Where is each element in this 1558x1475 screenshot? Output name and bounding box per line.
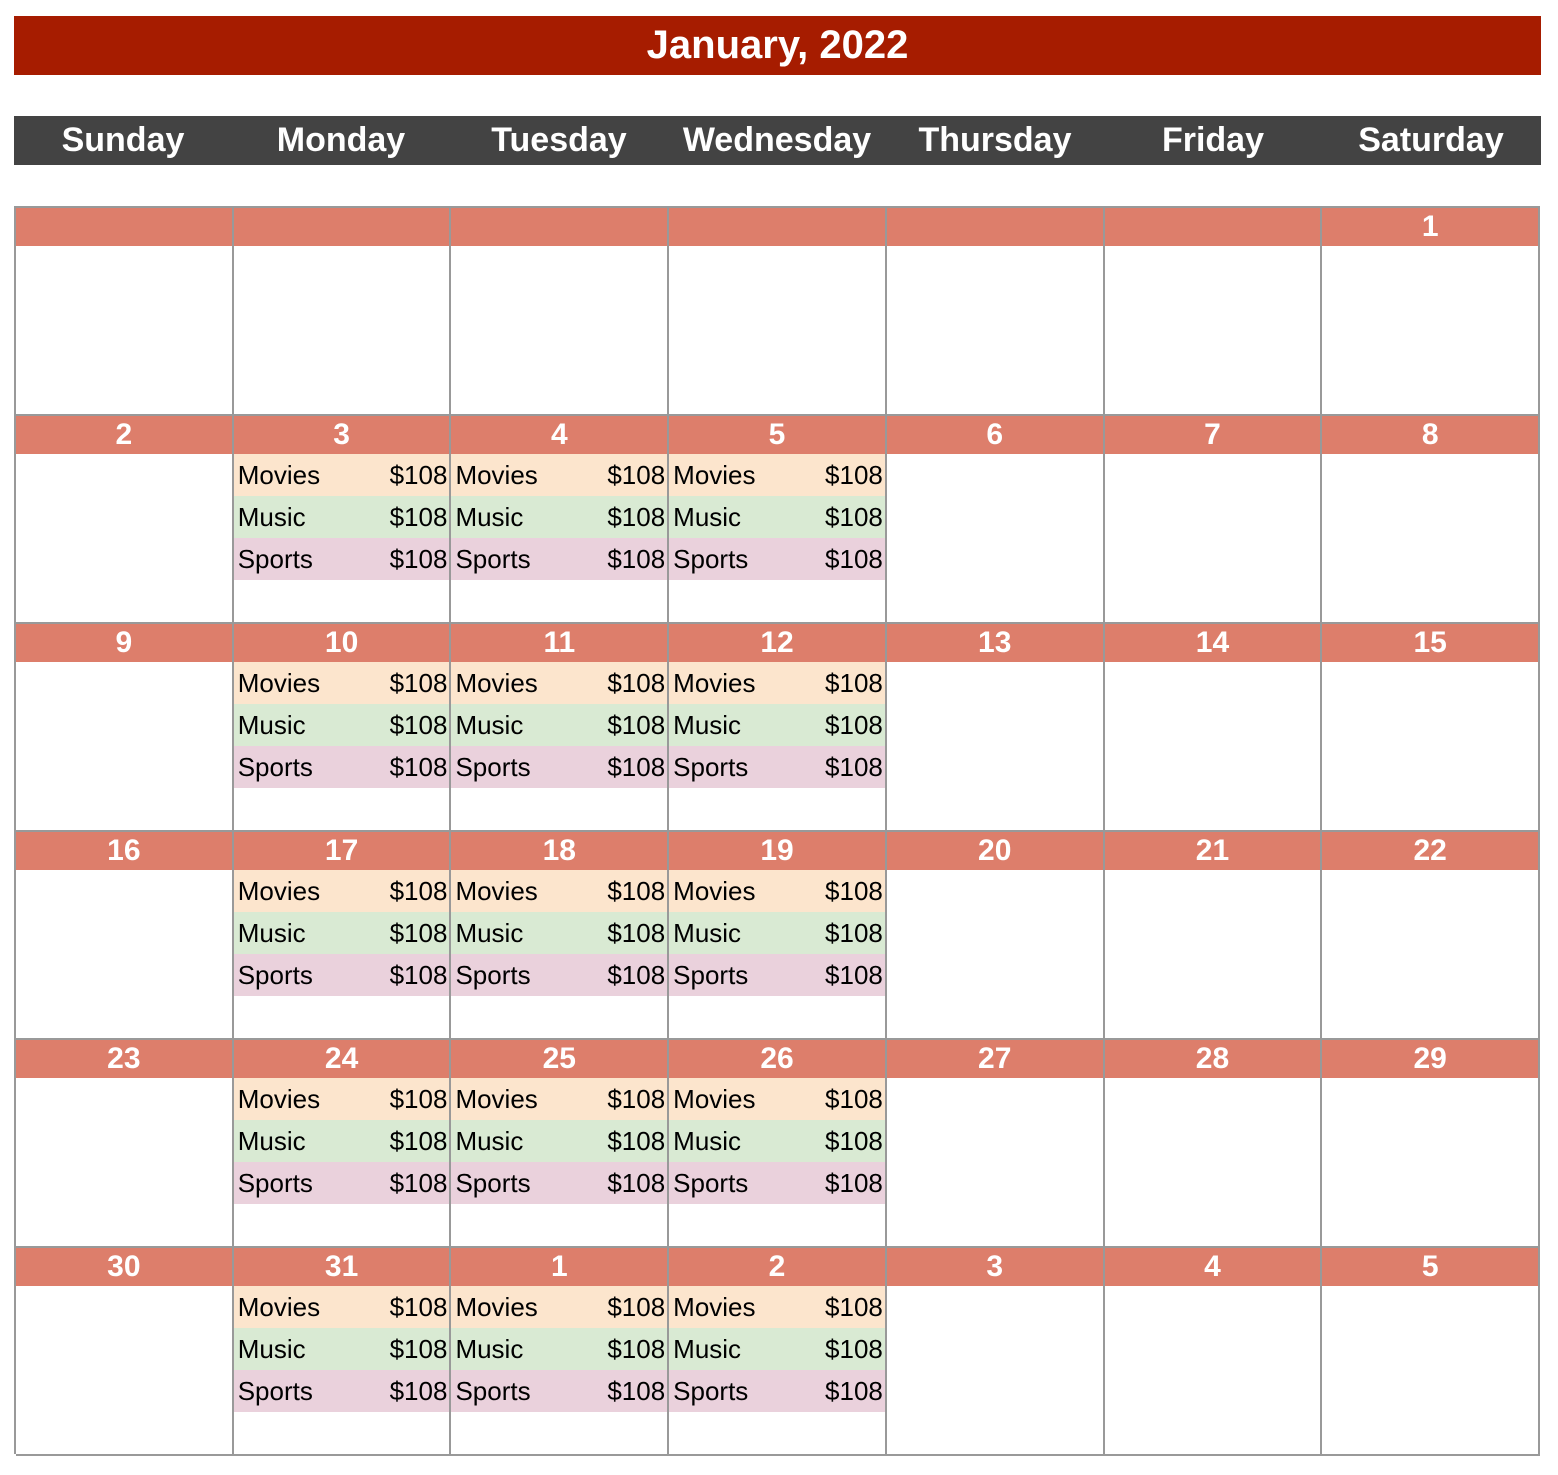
- week-row: [16, 1040, 1540, 1248]
- day-cell[interactable]: [669, 208, 887, 416]
- day-number: 29: [1322, 1040, 1538, 1078]
- day-number: 1: [1322, 208, 1538, 246]
- day-cell[interactable]: [669, 416, 887, 624]
- day-number: 26: [669, 1040, 885, 1078]
- entry-movies: [451, 662, 667, 704]
- entry-sports: [669, 746, 885, 788]
- entry-music: [669, 496, 885, 538]
- entry-movies: [234, 870, 450, 912]
- entry-label: Sports: [673, 1167, 749, 1198]
- entry-label: Movies: [455, 459, 538, 490]
- entry-list: [669, 1078, 885, 1204]
- entry-sports: [451, 954, 667, 996]
- entry-music: [669, 1120, 885, 1162]
- day-cell[interactable]: [16, 208, 234, 416]
- day-cell[interactable]: [1105, 1040, 1323, 1248]
- entry-label: Music: [455, 917, 524, 948]
- entry-amount: $108: [825, 1167, 883, 1198]
- entry-movies: [451, 1078, 667, 1120]
- day-number: 13: [887, 624, 1103, 662]
- day-number: 4: [451, 416, 667, 454]
- entry-music: [234, 704, 450, 746]
- entry-list: [451, 662, 667, 788]
- day-number: 25: [451, 1040, 667, 1078]
- entry-label: Movies: [455, 1291, 538, 1322]
- day-number: 31: [234, 1248, 450, 1286]
- day-cell[interactable]: [16, 1040, 234, 1248]
- entry-music: [234, 912, 450, 954]
- day-number: [234, 208, 450, 246]
- entry-amount: $108: [607, 667, 666, 698]
- day-number: [887, 208, 1103, 246]
- day-number: [669, 208, 885, 246]
- entry-sports: [234, 954, 450, 996]
- entry-list: [669, 454, 885, 580]
- day-number: 2: [669, 1248, 885, 1286]
- entry-movies: [669, 870, 885, 912]
- entry-label: Movies: [455, 875, 538, 906]
- entry-list: [669, 1286, 885, 1412]
- entry-list: [234, 870, 450, 996]
- entry-movies: [451, 870, 667, 912]
- entry-label: Movies: [673, 667, 756, 698]
- entry-amount: $108: [825, 501, 883, 532]
- entry-amount: $108: [607, 1125, 666, 1156]
- entry-label: Music: [673, 709, 742, 740]
- entry-amount: $108: [389, 1125, 448, 1156]
- day-cell[interactable]: [451, 832, 669, 1040]
- entry-list: [669, 662, 885, 788]
- entry-sports: [234, 538, 450, 580]
- day-number: [451, 208, 667, 246]
- entry-amount: $108: [389, 1291, 448, 1322]
- entry-sports: [669, 1162, 885, 1204]
- entry-amount: $108: [825, 543, 883, 574]
- calendar-title: January, 2022: [14, 16, 1541, 75]
- entry-amount: $108: [607, 1083, 666, 1114]
- entry-label: Sports: [237, 1167, 313, 1198]
- day-number: 6: [887, 416, 1103, 454]
- entry-amount: $108: [607, 751, 666, 782]
- day-number: 18: [451, 832, 667, 870]
- day-cell[interactable]: [669, 832, 887, 1040]
- day-cell[interactable]: [887, 208, 1105, 416]
- entry-label: Music: [455, 709, 524, 740]
- entry-amount: $108: [607, 959, 666, 990]
- entry-label: Sports: [237, 751, 313, 782]
- entry-label: Sports: [673, 1375, 749, 1406]
- entry-amount: $108: [607, 501, 666, 532]
- entry-label: Music: [455, 1333, 524, 1364]
- day-cell[interactable]: [669, 624, 887, 832]
- entry-label: Music: [455, 501, 524, 532]
- entry-amount: $108: [389, 1083, 448, 1114]
- day-cell[interactable]: [234, 416, 452, 624]
- entry-sports: [451, 538, 667, 580]
- day-number: 1: [451, 1248, 667, 1286]
- day-cell[interactable]: [451, 1248, 669, 1456]
- entry-music: [234, 1328, 450, 1370]
- week-row: [16, 1248, 1540, 1456]
- entry-label: Movies: [673, 875, 756, 906]
- day-cell[interactable]: [669, 1040, 887, 1248]
- entry-label: Music: [237, 501, 306, 532]
- day-number: 23: [16, 1040, 232, 1078]
- entry-label: Sports: [455, 543, 531, 574]
- entry-music: [451, 1120, 667, 1162]
- entry-music: [234, 496, 450, 538]
- day-cell[interactable]: [234, 1248, 452, 1456]
- entry-label: Movies: [455, 1083, 538, 1114]
- entry-list: [451, 1078, 667, 1204]
- entry-music: [669, 1328, 885, 1370]
- entry-label: Movies: [237, 1291, 321, 1322]
- entry-amount: $108: [825, 959, 883, 990]
- entry-amount: $108: [389, 543, 448, 574]
- day-cell[interactable]: [234, 832, 452, 1040]
- entry-amount: $108: [607, 1167, 666, 1198]
- week-row: [16, 416, 1540, 624]
- entry-amount: $108: [389, 501, 448, 532]
- day-cell[interactable]: [1322, 208, 1540, 416]
- entry-label: Sports: [673, 959, 749, 990]
- entry-amount: $108: [825, 459, 883, 490]
- entry-sports: [451, 1162, 667, 1204]
- entry-label: Movies: [673, 459, 756, 490]
- day-number: 21: [1105, 832, 1321, 870]
- entry-label: Music: [673, 1333, 742, 1364]
- week-row: [16, 624, 1540, 832]
- entry-label: Sports: [455, 1375, 531, 1406]
- day-number: [1105, 208, 1321, 246]
- entry-music: [669, 704, 885, 746]
- day-number: 10: [234, 624, 450, 662]
- entry-label: Movies: [455, 667, 538, 698]
- entry-movies: [234, 662, 450, 704]
- entry-sports: [669, 954, 885, 996]
- entry-amount: $108: [389, 709, 448, 740]
- entry-amount: $108: [389, 959, 448, 990]
- entry-label: Sports: [673, 751, 749, 782]
- day-number: 30: [16, 1248, 232, 1286]
- entry-movies: [234, 1286, 450, 1328]
- entry-amount: $108: [607, 709, 666, 740]
- entry-amount: $108: [607, 917, 666, 948]
- day-number: 22: [1322, 832, 1538, 870]
- entry-sports: [234, 1162, 450, 1204]
- entry-movies: [451, 454, 667, 496]
- entry-label: Sports: [237, 1375, 313, 1406]
- entry-amount: $108: [825, 1291, 883, 1322]
- day-cell[interactable]: [1322, 1040, 1540, 1248]
- day-number: 17: [234, 832, 450, 870]
- day-cell[interactable]: [887, 416, 1105, 624]
- entry-label: Sports: [455, 959, 531, 990]
- entry-amount: $108: [607, 1333, 666, 1364]
- day-cell[interactable]: [1105, 208, 1323, 416]
- entry-amount: $108: [607, 1291, 666, 1322]
- entry-label: Movies: [673, 1083, 756, 1114]
- day-number: 24: [234, 1040, 450, 1078]
- day-number: 5: [669, 416, 885, 454]
- day-cell[interactable]: [1322, 832, 1540, 1040]
- entry-label: Music: [673, 1125, 742, 1156]
- day-number: 3: [234, 416, 450, 454]
- entry-list: [234, 662, 450, 788]
- entry-amount: $108: [607, 459, 666, 490]
- entry-movies: [451, 1286, 667, 1328]
- day-number: 19: [669, 832, 885, 870]
- entry-amount: $108: [389, 1167, 448, 1198]
- day-cell[interactable]: [1322, 624, 1540, 832]
- entry-amount: $108: [389, 667, 448, 698]
- entry-amount: $108: [825, 917, 883, 948]
- entry-music: [451, 496, 667, 538]
- entry-movies: [669, 1078, 885, 1120]
- day-cell[interactable]: [1105, 416, 1323, 624]
- day-number: 12: [669, 624, 885, 662]
- day-cell[interactable]: [1322, 1248, 1540, 1456]
- weekday-label-monday: Monday: [276, 121, 406, 159]
- day-cell[interactable]: [887, 832, 1105, 1040]
- entry-list: [234, 454, 450, 580]
- day-cell[interactable]: [16, 832, 234, 1040]
- entry-label: Music: [237, 709, 306, 740]
- entry-list: [451, 454, 667, 580]
- weekday-label-wednesday: Wednesday: [682, 121, 872, 159]
- entry-amount: $108: [389, 1333, 448, 1364]
- entry-sports: [451, 746, 667, 788]
- entry-amount: $108: [607, 875, 666, 906]
- entry-amount: $108: [825, 667, 883, 698]
- entry-movies: [669, 1286, 885, 1328]
- entry-label: Movies: [673, 1291, 756, 1322]
- day-number: 20: [887, 832, 1103, 870]
- entry-list: [669, 870, 885, 996]
- entry-sports: [669, 538, 885, 580]
- entry-list: [451, 1286, 667, 1412]
- entry-label: Movies: [237, 459, 321, 490]
- day-cell[interactable]: [451, 208, 669, 416]
- calendar-grid: [14, 206, 1540, 1454]
- day-cell[interactable]: [234, 208, 452, 416]
- entry-label: Music: [237, 1125, 306, 1156]
- entry-label: Music: [673, 917, 742, 948]
- day-number: 9: [16, 624, 232, 662]
- entry-label: Sports: [455, 1167, 531, 1198]
- day-number: [16, 208, 232, 246]
- entry-label: Music: [237, 1333, 306, 1364]
- day-cell[interactable]: [1322, 416, 1540, 624]
- entry-amount: $108: [389, 875, 448, 906]
- day-cell[interactable]: [451, 1040, 669, 1248]
- day-cell[interactable]: [451, 624, 669, 832]
- entry-list: [451, 870, 667, 996]
- entry-sports: [451, 1370, 667, 1412]
- day-number: 14: [1105, 624, 1321, 662]
- entry-amount: $108: [825, 1375, 883, 1406]
- day-cell[interactable]: [16, 416, 234, 624]
- day-cell[interactable]: [451, 416, 669, 624]
- entry-amount: $108: [607, 1375, 666, 1406]
- entry-amount: $108: [825, 1083, 883, 1114]
- entry-label: Sports: [673, 543, 749, 574]
- weekday-label-tuesday: Tuesday: [491, 121, 627, 159]
- entry-label: Movies: [237, 667, 321, 698]
- entry-amount: $108: [389, 917, 448, 948]
- entry-amount: $108: [389, 1375, 448, 1406]
- entry-amount: $108: [389, 459, 448, 490]
- entry-amount: $108: [825, 1333, 883, 1364]
- entry-movies: [669, 662, 885, 704]
- day-number: 2: [16, 416, 232, 454]
- entry-label: Movies: [237, 875, 321, 906]
- entry-movies: [669, 454, 885, 496]
- entry-sports: [234, 746, 450, 788]
- entry-movies: [234, 454, 450, 496]
- weekday-header-row: [14, 116, 1541, 165]
- week-row: [16, 832, 1540, 1040]
- entry-label: Sports: [237, 543, 313, 574]
- entry-label: Sports: [237, 959, 313, 990]
- entry-list: [234, 1286, 450, 1412]
- day-number: 28: [1105, 1040, 1321, 1078]
- weekday-label-thursday: Thursday: [918, 121, 1072, 159]
- entry-music: [451, 1328, 667, 1370]
- day-number: 7: [1105, 416, 1321, 454]
- day-cell[interactable]: [234, 624, 452, 832]
- entry-amount: $108: [825, 1125, 883, 1156]
- day-cell[interactable]: [887, 1040, 1105, 1248]
- day-cell[interactable]: [887, 1248, 1105, 1456]
- entry-music: [451, 912, 667, 954]
- entry-label: Movies: [237, 1083, 321, 1114]
- entry-amount: $108: [607, 543, 666, 574]
- day-cell[interactable]: [234, 1040, 452, 1248]
- entry-sports: [669, 1370, 885, 1412]
- entry-label: Music: [673, 501, 742, 532]
- entry-label: Sports: [455, 751, 531, 782]
- day-cell[interactable]: [16, 624, 234, 832]
- weekday-label-sunday: Sunday: [61, 121, 185, 159]
- day-number: 15: [1322, 624, 1538, 662]
- day-cell[interactable]: [887, 624, 1105, 832]
- entry-music: [451, 704, 667, 746]
- entry-label: Music: [237, 917, 306, 948]
- entry-list: [234, 1078, 450, 1204]
- entry-amount: $108: [825, 751, 883, 782]
- day-number: 8: [1322, 416, 1538, 454]
- entry-sports: [234, 1370, 450, 1412]
- day-number: 27: [887, 1040, 1103, 1078]
- weekday-label-saturday: Saturday: [1358, 121, 1504, 159]
- day-number: 11: [451, 624, 667, 662]
- day-cell[interactable]: [1105, 832, 1323, 1040]
- day-number: 3: [887, 1248, 1103, 1286]
- entry-music: [669, 912, 885, 954]
- entry-amount: $108: [825, 709, 883, 740]
- day-cell[interactable]: [669, 1248, 887, 1456]
- day-cell[interactable]: [1105, 624, 1323, 832]
- entry-label: Music: [455, 1125, 524, 1156]
- day-number: 4: [1105, 1248, 1321, 1286]
- entry-amount: $108: [389, 751, 448, 782]
- entry-music: [234, 1120, 450, 1162]
- entry-movies: [234, 1078, 450, 1120]
- weekday-label-friday: Friday: [1161, 121, 1265, 159]
- day-cell[interactable]: [1105, 1248, 1323, 1456]
- entry-amount: $108: [825, 875, 883, 906]
- day-cell[interactable]: [16, 1248, 234, 1456]
- day-number: 5: [1322, 1248, 1538, 1286]
- day-number: 16: [16, 832, 232, 870]
- week-row: [16, 208, 1540, 416]
